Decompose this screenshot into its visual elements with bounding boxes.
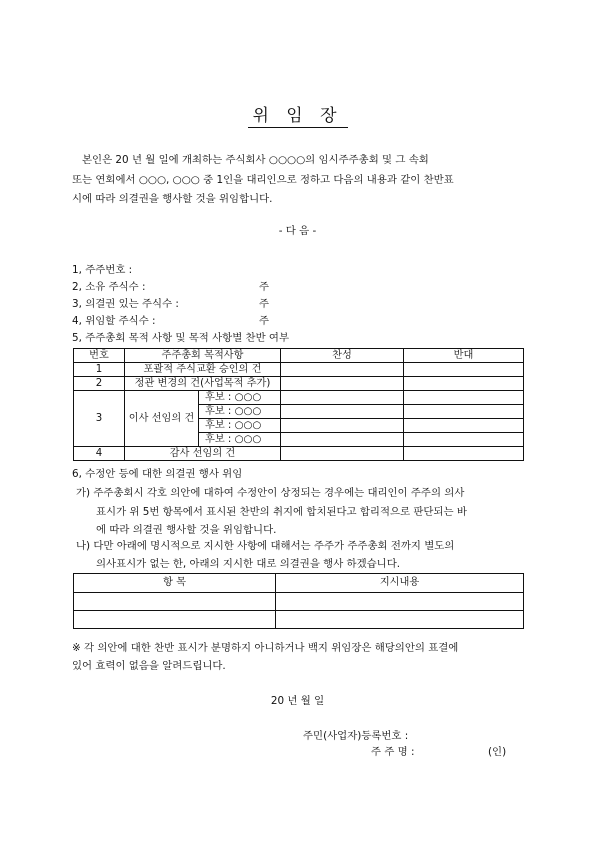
header-approve: 찬성 — [281, 349, 404, 363]
section6-na-line-1: 나) 다만 아래에 명시적으로 지시한 사항에 대해서는 주주가 주주총회 전까지 별도의 — [76, 540, 455, 552]
shareholder-name-label: 주 주 명 : — [371, 746, 415, 758]
oppose-cell[interactable] — [404, 447, 524, 461]
section6-heading: 6, 수정안 등에 대한 의결권 행사 위임 — [72, 468, 243, 480]
item-shareholder-number: 1, 주주번호 : — [72, 264, 133, 276]
seal-mark: (인) — [488, 746, 507, 758]
row-agenda-item: 포괄적 주식교환 승인의 건 — [125, 363, 281, 377]
oppose-cell[interactable] — [404, 363, 524, 377]
candidate-2: 후보 : ○○○ — [199, 405, 281, 419]
intro-line-2: 또는 연회에서 ○○○, ○○○ 중 1인을 대리인으로 정하고 다음의 내용과 같이 찬반표 — [72, 174, 454, 186]
item-owned-shares-unit: 주 — [259, 281, 270, 293]
approve-cell[interactable] — [281, 391, 404, 405]
instruction-content-cell[interactable] — [276, 611, 524, 629]
table-row — [74, 611, 524, 629]
section6-na-line-2: 의사표시가 없는 한, 아래의 지시한 대로 의결권을 행사 하겠습니다. — [96, 558, 401, 570]
header-instruction: 지시내용 — [276, 574, 524, 593]
section6-ga-line-2: 표시가 위 5번 항목에서 표시된 찬반의 취지에 합치된다고 합리적으로 판단되는 바 — [96, 506, 467, 518]
agenda-table — [73, 348, 524, 461]
item-delegated-shares-unit: 주 — [259, 315, 270, 327]
table-row — [74, 391, 524, 405]
notice-line-2: 있어 효력이 없음을 알려드립니다. — [72, 660, 226, 672]
item-agenda-vote: 5, 주주총회 목적 사항 및 목적 사항별 찬반 여부 — [72, 332, 290, 344]
candidate-1: 후보 : ○○○ — [199, 391, 281, 405]
instruction-content-cell[interactable] — [276, 593, 524, 611]
approve-cell[interactable] — [281, 447, 404, 461]
table-row — [74, 363, 524, 377]
approve-cell[interactable] — [281, 405, 404, 419]
header-oppose: 반대 — [404, 349, 524, 363]
section6-ga-line-1: 가) 주주총회시 각호 의안에 대하여 수정안이 상정되는 경우에는 대리인이 주주의 의사 — [76, 487, 465, 499]
notice-line-1: ※ 각 의안에 대한 찬반 표시가 분명하지 아니하거나 백지 위임장은 해당의안의 표결에 — [72, 642, 459, 654]
candidate-4: 후보 : ○○○ — [199, 433, 281, 447]
date-line: 20 년 월 일 — [270, 695, 325, 707]
item-delegated-shares: 4, 위임할 주식수 : — [72, 315, 156, 327]
instruction-item-cell[interactable] — [74, 611, 276, 629]
registration-number-label: 주민(사업자)등록번호 : — [303, 730, 409, 742]
oppose-cell[interactable] — [404, 405, 524, 419]
instruction-table — [73, 573, 524, 629]
item-owned-shares: 2, 소유 주식수 : — [72, 281, 146, 293]
intro-line-1: 본인은 20 년 월 일에 개최하는 주식회사 ○○○○의 임시주주총회 및 그 속회 — [82, 154, 429, 166]
table-row — [74, 377, 524, 391]
document-title: 위 임 장 — [252, 106, 343, 126]
section6-ga-line-3: 에 따라 의결권 행사할 것을 위임합니다. — [96, 524, 277, 536]
approve-cell[interactable] — [281, 377, 404, 391]
item-voting-shares-unit: 주 — [259, 298, 270, 310]
dageum-heading: - 다 음 - — [278, 225, 317, 237]
approve-cell[interactable] — [281, 433, 404, 447]
instruction-item-cell[interactable] — [74, 593, 276, 611]
intro-line-3: 시에 따라 의결권을 행사할 것을 위임합니다. — [72, 193, 273, 205]
row-number: 4 — [74, 447, 125, 461]
candidate-3: 후보 : ○○○ — [199, 419, 281, 433]
oppose-cell[interactable] — [404, 391, 524, 405]
header-item: 항 목 — [74, 574, 276, 593]
row-agenda-item: 감사 선임의 건 — [125, 447, 281, 461]
row-agenda-item: 이사 선임의 건 — [125, 391, 199, 447]
approve-cell[interactable] — [281, 419, 404, 433]
oppose-cell[interactable] — [404, 377, 524, 391]
table-row — [74, 593, 524, 611]
oppose-cell[interactable] — [404, 419, 524, 433]
approve-cell[interactable] — [281, 363, 404, 377]
header-number: 번호 — [74, 349, 125, 363]
table-row — [74, 447, 524, 461]
row-number: 3 — [74, 391, 125, 447]
header-agenda: 주주총회 목적사항 — [125, 349, 281, 363]
item-voting-shares: 3, 의결권 있는 주식수 : — [72, 298, 179, 310]
row-number: 1 — [74, 363, 125, 377]
title-underline — [248, 127, 348, 128]
row-agenda-item: 정관 변경의 건(사업목적 추가) — [125, 377, 281, 391]
row-number: 2 — [74, 377, 125, 391]
oppose-cell[interactable] — [404, 433, 524, 447]
